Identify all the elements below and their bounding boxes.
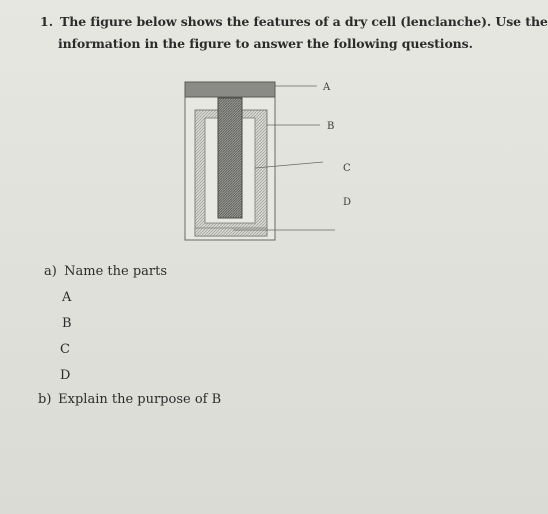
cell-base: [195, 228, 267, 236]
label-d: D: [343, 197, 352, 208]
label-b: B: [327, 121, 335, 132]
part-a-question: [44, 264, 167, 279]
part-a-prompt: Name the parts: [64, 264, 168, 279]
dry-cell-diagram: [175, 70, 365, 245]
question-text-line-1: The figure below shows the features of a dry cell (lenclanche). Use the: [60, 14, 548, 29]
question-text-line-2: information in the figure to answer the following questions.: [58, 36, 473, 51]
part-b-letter: b): [38, 392, 52, 407]
label-c: C: [343, 163, 351, 174]
part-b-prompt: Explain the purpose of B: [58, 392, 222, 407]
part-a-item-d: D: [60, 368, 71, 383]
cell-top-cap: [185, 82, 275, 97]
part-a-letter: a): [44, 264, 57, 279]
part-a-item-c: C: [60, 342, 70, 357]
part-a-item-a: A: [62, 290, 72, 305]
label-a: A: [323, 82, 331, 93]
carbon-rod: [218, 98, 242, 218]
question-number: 1.: [40, 14, 54, 29]
part-a-item-b: B: [62, 316, 72, 331]
part-b-question: [38, 392, 221, 407]
